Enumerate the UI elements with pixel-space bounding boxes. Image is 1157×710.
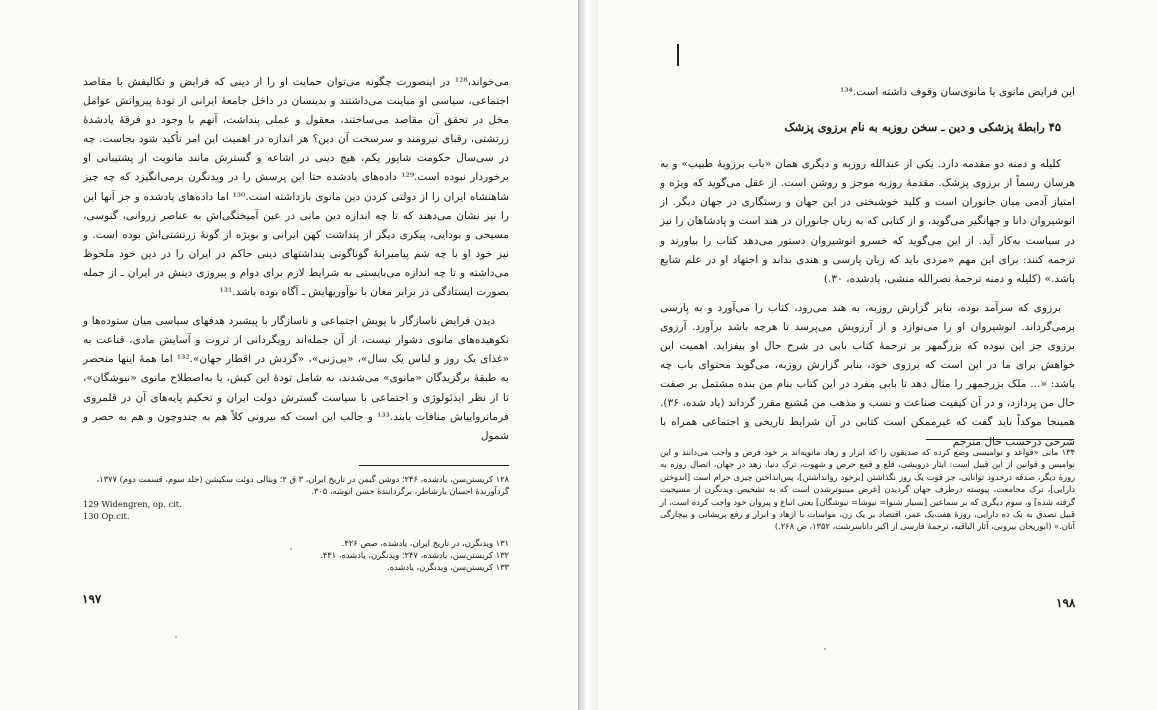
right-intro-line: این فرایض مانوی یا مانوی‌سان وقوف داشته است.¹³⁴ [840, 86, 1075, 98]
page-number: ۱۹۷ [82, 592, 102, 606]
footnote-130: 130 Op.cit. [83, 511, 130, 522]
footnote-134: ۱۳۴ مانی «قواعد و نوامیسی وضع کرده که صدیقون را که ابرار و زهاد مانویه‌اند بر خود فرض و واجب می‌دانند و این نوامیس و قوانین از این قبیل است: ایثار درویشی، قلع و قمع حرص و شهوت، ترک دنیا، زهد در جهان، اتصال روزه به روزهٔ دیگر، صدقه درحدود توانایی، جز قوت یک روز نگذاشتن [برخود روانداشتن]، پس‌انداختن چیزی حرام است [اندوختن دارایی]، ترک مجامعت، پیوسته درطرف جهان گردیدن [غرض مینیوترشدن است که به تشخیص ویدنگرن از مسیحیت گرفته شده] و، سوم دیگری که بر سماعین [بسیار شنوا= نیوشا= نیوشگان] یعنی اتباع و پیروان خود واجب کرده است، از قبیل تصدق به یک ده دارایی، روزهٔ هفت‌یک عمر، اقتصاد بر یک زن، مواسات با ازهاد و ابرار و رفع پریشانی و بیچارگی آنان.» (ابوریحان بیرونی، آثار الباقیه، ترجمهٔ فارسی از اکبر داناسرشت، ۱۳۵۲، ص ۲۶۸.) [660, 447, 1075, 532]
footnote-128: ۱۲۸ کریستن‌سن، یادشده، ۲۴۶؛ دوشن گیمن در تاریخ ایران، ۳ ق ۲؛ ویتالی دوئت سکیشن (جلد سوم، قسمت دوم) ۱۳۷۷، گردآورندهٔ احسان یارشاطر، برگردانندهٔ حسن انوشه، ۳۰۵. [96, 474, 509, 497]
left-paragraph-1: می‌خواند،¹²⁸ در اینصورت چگونه می‌توان حمایت او را از دینی که فرایض و تکالیفش با مقاصد اجتماعی، سیاسی او مباینت می‌داشتند و بدینسان در داخل جامعهٔ ایرانی از تودهٔ پیروانش عوامل مخل در تحقق آن مقاصد می‌ساختند، معقول و عملی پنداشت، آنهم با وجود دو فرقهٔ یادشدهٔ زرتشتی، رقبای نیرومند و سرسخت آن دین؟ هر اندازه در اهمیت این امر تأکید شود بجاست. چه در سی‌سال حکومت شاپور یکم، هیچ دینی در اشاعه و گسترش مانند مانویت از پشتیبانی او برخوردار نبوده است.¹²⁹ داده‌های یادشده حتا این پرسش را در ویدنگرن برمی‌انگیزد که چه چیز شاهنشاه ایران را از دولتی کردن دین مانوی بازداشته است.¹³⁰ اما داده‌های یادشده و جز آنها این را نیز نشان می‌دهند که تا چه اندازه دین مانی در عین آمیختگی‌اش به عناصر زروانی، گنوسی، مسیحی و بودایی، پیکری دیگر از پنداشت کهن ایرانی و بویژه از گونهٔ زرتشتی‌اش بوده است. و نیز خود او با چه شم پیامبرانهٔ گوناگونی پنداشتهای دینی حاکم در ایران را در دین خود ملحوظ می‌داشته و تا چه اندازه می‌بایستی به شرایط لازم برای دوام و پیروزی دینش در ایران ـ از جمله بصورت ایستادگی در برابر مغان با نوآوریهایش ـ آگاه بوده باشد.¹³¹ [83, 76, 510, 299]
book-gutter [578, 0, 600, 710]
speck [290, 548, 292, 550]
left-footnotes [83, 473, 509, 574]
footnote-divider [926, 439, 1074, 440]
left-paragraph-2: دیدن فرایض ناسازگار با پویش اجتماعی و ناسازگار با پیشبرد هدفهای سیاسی میان ستوده‌ها و نکوهیده‌های مانوی دشوار نیست، از آن جمله‌اند رویگردانی از ثروت و آسایش مادی، قناعت به «غذای یک روز و لباس یک سال»، «بی‌زنی»، «گردش در اقطار جهان».¹³² اما همهٔ اینها منحصر به طبقهٔ برگزیدگان «مانوی» می‌شدند، نه شامل تودهٔ این کیش، یا به‌اصطلاح مانوی «نیوشگان»، تا از نظر ایدئولوژی و اجتماعی با سیاست گسترش دولت ایران و تحکیم پایه‌های آن در قلمروی فرمانرواییاش منافات یابند.¹³³ و جالب این است که بیرونی کلاً هم به چندوچون و هم به حصر و شمول [83, 315, 509, 442]
footnote-133: ۱۳۳ کریستن‌سن، ویدنگرن، یادشده. [386, 562, 509, 573]
right-footnotes [660, 446, 1075, 533]
page-number: ۱۹۸ [1056, 596, 1076, 610]
section-heading: ۴۵ رابطهٔ پزشکی و دین ـ سخن روزبه به نام برزوی پزشک [784, 120, 1061, 135]
footnote-divider [359, 465, 509, 466]
footnote-132: ۱۳۲ کریستن‌سن، یادشده، ۲۴۷؛ ویدنگرن، یادشده، ۴۴۱. [320, 550, 509, 561]
speck [824, 648, 826, 650]
footnote-129: 129 Widengren, op. cit. [83, 498, 182, 509]
speck [175, 636, 177, 638]
right-page [598, 0, 1157, 710]
footnote-131: ۱۳۱ ویدنگرن، در تاریخ ایران، یادشده، صص ۴۲۶. [341, 537, 509, 548]
right-body-text [660, 83, 1075, 452]
margin-mark [677, 44, 679, 66]
left-body-text [83, 73, 509, 446]
right-paragraph-1: کلیله و دمنه دو مقدمه دارد. یکی از عبدالله روزبه و دیگری همان «باب برزویهٔ طبیب» و به هرسان رسماً از برزوی پزشک. مقدمهٔ روزبه موجز و روشن است. از عقل می‌گوید که ویژه و امتیاز آدمی میان جانوران است و کلید خوشبختی در این جهان و رستگاری در جهان دیگر. از انوشیروان دانا و جهانگیر می‌گوید، و از کتابی که به زبان جانوران در هند است و پادشاهان را نیز در سیاست به‌کار آید. از این می‌گوید که خسرو انوشیروان دستور می‌دهد کتاب را بیاورند و ترجمه کنند: برای این مهم «مردی باید که زبان پارسی و هندی بداند و اجتهاد او در علم شایع باشد.» (کلیله و دمنه ترجمهٔ نصرالله منشی، یادشده، ۳۰.) [660, 158, 1075, 285]
right-paragraph-2: برزوی که سرآمد بوده، بنابر گزارش روزبه، به هند می‌رود، کتاب را می‌آورد و به پارسی برمی‌گرداند. انوشیروان او را می‌نوازد و از آرزویش می‌پرسد تا هرچه باشد برآورد. آرزوی برزوی جز این نبوده که بزرگمهر بر ترجمهٔ کتاب بابی در شرح حال او بیفزاید. اهمیت این خواهش برای ما در این است که برزوی خود، بنابر گزارش روزبه، می‌گوید محتوای باب چه باشد: «... ملک بزرجمهر را مثال دهد تا بابی مفرد در این کتاب بنام من بنده مشتمل بر صفت حال من پردازد، و در آن کیفیت صناعت و نسب و مذهب من مُشبع مقرر گرداند (یاد شده، ۳۶). همینجا موکداً باید گفت که غیرممکن است کتابی در آن شرایط تاریخی و اجتماعی همراه با شرحی درحسب حال مترجم [660, 301, 1075, 448]
left-page [0, 0, 578, 710]
